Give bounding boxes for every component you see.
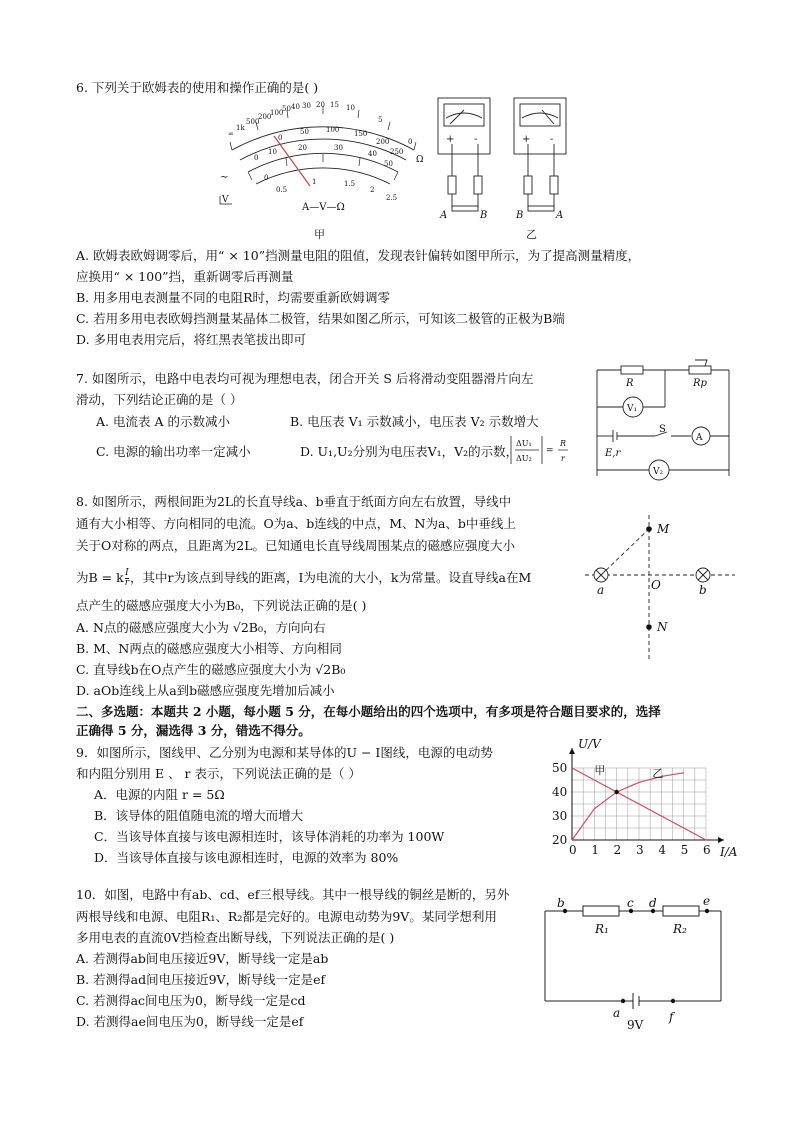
q10-option-c: C. 若测得ac间电压为0，断导线一定是cd xyxy=(76,993,306,1008)
q10-label-f: f xyxy=(669,1010,674,1024)
q9-option-c: C．当该导体直接与该电源相连时，该导体消耗的功率为 100W xyxy=(94,829,445,844)
q9-ui-chart xyxy=(548,734,748,864)
low-tick-2: 2 xyxy=(370,186,375,194)
low-tick-0-5: 0.5 xyxy=(276,186,288,194)
ohm-tick-100: 100 xyxy=(270,109,284,117)
low-tick-0: 0 xyxy=(264,174,269,182)
q7-label-er: E,r xyxy=(605,448,621,459)
q8-option-b: B. M、N两点的磁感应强度大小相等、方向相同 xyxy=(76,641,342,656)
q8-option-a: A. N点的磁感应强度大小为 √2B₀，方向向右 xyxy=(76,620,326,635)
q9-stem-line1: 9．如图所示，图线甲、乙分别为电源和某导体的U − I图线，电源的电动势 xyxy=(76,745,493,760)
svg-text:-: - xyxy=(550,134,554,145)
series-label-1: 甲 xyxy=(594,764,606,777)
q6-stem: 6. 下列关于欧姆表的使用和操作正确的是( ) xyxy=(76,80,319,95)
q7-fraction xyxy=(510,434,580,470)
q10-label-b: b xyxy=(557,896,565,910)
ohm-tick-5: 5 xyxy=(378,116,383,124)
ohm-tick-40: 40 xyxy=(291,103,300,111)
q10-label-e: e xyxy=(703,894,711,908)
q7-label-s: S xyxy=(659,424,666,435)
q8-label-o: O xyxy=(651,578,661,592)
diode-right-b-label: B xyxy=(516,210,524,221)
q10-circuit xyxy=(543,893,733,1033)
svg-text:+: + xyxy=(446,134,455,145)
q10-label-emf: 9V xyxy=(627,1018,644,1032)
q7-stem-line1: 7. 如图所示，电路中电表均可视为理想电表，闭合开关 S 后将滑动变阻器滑片向左 xyxy=(76,371,534,386)
ohm-tick-50: 50 xyxy=(282,105,291,113)
meter-scale-label: A—V—Ω xyxy=(302,202,345,213)
frac-rhs-num: R xyxy=(560,439,567,448)
dcv-tick-0: 0 xyxy=(278,134,283,142)
series-label-2: 乙 xyxy=(652,767,664,781)
dcv-tick-50: 50 xyxy=(300,128,309,136)
x-tick-label: 4 xyxy=(658,843,666,857)
low-tick-2-5: 2.5 xyxy=(386,194,398,202)
q7-stem-line2: 滑动，下列结论正确的是（ ） xyxy=(76,392,243,407)
q10-option-a: A. 若测得ab间电压接近9V，断导线一定是ab xyxy=(76,951,329,966)
q10-label-c: c xyxy=(627,896,634,910)
y-tick-label: 40 xyxy=(552,785,568,799)
q7-circuit xyxy=(595,358,735,478)
diode-left-b-label: B xyxy=(480,210,488,221)
q7-label-a: A xyxy=(696,433,703,443)
q10-line1: 10．如图，电路中有ab、cd、ef三根导线。其中一根导线的铜丝是断的，另外 xyxy=(76,887,510,902)
q9-option-b: B．该导体的阻值随电流的增大而增大 xyxy=(94,808,304,823)
q8-label-n: N xyxy=(657,620,668,634)
y-axis-arrow xyxy=(569,748,575,754)
q10-label-r2: R₂ xyxy=(673,922,687,936)
dcv-tick-250: 250 xyxy=(390,148,404,156)
chart-axes xyxy=(569,748,724,843)
y-tick-label: 50 xyxy=(552,761,568,775)
q9-option-d: D．当该导体直接与该电源相连时，电源的效率为 80% xyxy=(94,850,399,865)
ohm-tick-30: 30 xyxy=(302,102,311,110)
q10-label-d: d xyxy=(649,896,657,910)
svg-text:-: - xyxy=(474,134,478,145)
q7-option-c: C. 电源的输出功率一定减小 xyxy=(96,444,251,459)
dc-symbol: ∼ xyxy=(220,172,229,183)
q6-diode-figure xyxy=(432,96,572,246)
q7-option-a: A. 电流表 A 的示数减小 xyxy=(96,414,230,429)
q9-option-a: A．电源的内阻 r = 5Ω xyxy=(94,787,225,802)
q8-option-d: D. aOb连线上从a到b磁感应强度先增加后减小 xyxy=(76,683,335,698)
acv-tick-20: 20 xyxy=(298,144,307,152)
acv-tick-30: 30 xyxy=(334,144,343,152)
ohm-tick-1k: 1k xyxy=(236,124,245,132)
q10-line3: 多用电表的直流0V挡检查出断导线，下列说法正确的是( ) xyxy=(76,930,395,945)
y-tick-label: 30 xyxy=(552,809,568,823)
x-tick-label: 0 xyxy=(569,843,577,857)
q9-stem-line2: 和内阻分别用 E 、 r 表示，下列说法正确的是（ ） xyxy=(76,766,361,781)
ohm-symbol: Ω xyxy=(416,155,424,165)
q8-line4: 为B = k $\frac{I}{r}$ ，其中r为该点到导线的距离，I为电流的大小，k为常量。设直导线a在M xyxy=(76,568,532,588)
ohm-tick-200: 200 xyxy=(258,113,272,121)
diode-fig-label: 乙 xyxy=(526,228,537,241)
q10-option-b: B. 若测得ad间电压接近9V，断导线一定是ef xyxy=(76,972,326,987)
q7-option-b: B. 电压表 V₁ 示数减小，电压表 V₂ 示数增大 xyxy=(290,414,539,429)
diode-right-a-label: A xyxy=(556,210,564,221)
chart-ylabel: U/V xyxy=(578,737,601,751)
x-tick-label: 2 xyxy=(613,843,622,857)
section2-line1: 二、多选题：本题共 2 小题，每小题 5 分，在每小题给出的四个选项中，有多项是符合题目要求的，选择 xyxy=(76,704,661,719)
q8-label-a: a xyxy=(597,583,605,597)
x-axis-arrow xyxy=(718,837,724,843)
frac-numerator: ΔU₁ xyxy=(516,439,532,448)
svg-text:+: + xyxy=(522,134,531,145)
q6-meter-figure xyxy=(218,100,428,250)
ohm-tick-10: 10 xyxy=(346,104,355,112)
q8-line3: 关于O对称的两点，且距离为2L。已知通电长直导线周围某点的磁感应强度大小 xyxy=(76,538,516,553)
svg-text:=: = xyxy=(546,446,554,456)
chart-ticks xyxy=(552,761,711,857)
q8-figure xyxy=(585,515,735,665)
acv-tick-0: 0 xyxy=(254,154,259,162)
acv-tick-10: 10 xyxy=(268,148,277,156)
ohm-tick-20: 20 xyxy=(316,101,325,109)
ohm-tick-0: 0 xyxy=(408,138,413,146)
q6-option-b: B. 用多用电表测量不同的电阻R时，均需要重新欧姆调零 xyxy=(76,290,391,305)
y-tick-label: 20 xyxy=(552,833,568,847)
q6-option-a-line1: A. 欧姆表欧姆调零后，用“ × 10”挡测量电阻的阻值，发现表针偏转如图甲所示，为了提高测量精度， xyxy=(76,248,641,263)
acv-tick-40: 40 xyxy=(368,150,377,158)
low-tick-1: 1 xyxy=(312,178,317,186)
x-tick-label: 6 xyxy=(703,843,711,857)
frac-denominator: ΔU₂ xyxy=(516,454,532,463)
ohm-tick-inf: ∞ xyxy=(228,130,234,138)
q7-label-r: R xyxy=(626,378,634,389)
chart-xlabel: I/A xyxy=(720,845,738,859)
q8-line2: 通有大小相等、方向相同的电流。O为a、b连线的中点，M、N为a、b中垂线上 xyxy=(76,516,516,531)
dcv-tick-200: 200 xyxy=(376,138,390,146)
q10-label-a: a xyxy=(613,1006,621,1020)
acv-tick-50: 50 xyxy=(384,160,393,168)
section2-line2: 正确得 5 分，漏选得 3 分，错选不得分。 xyxy=(76,723,311,738)
frac-rhs-den: r xyxy=(561,454,565,463)
q6-option-d: D. 多用电表用完后，将红黑表笔拔出即可 xyxy=(76,332,307,347)
low-tick-1-5: 1.5 xyxy=(344,180,356,188)
q7-label-v2: V₂ xyxy=(653,467,664,477)
diode-left-a-label: A xyxy=(440,210,448,221)
intersection-point xyxy=(614,790,618,794)
q8-line1: 8. 如图所示，两根间距为2L的长直导线a、b垂直于纸面方向左右放置，导线中 xyxy=(76,494,512,509)
ohm-tick-15: 15 xyxy=(330,101,339,109)
v-symbol: V xyxy=(222,195,229,205)
dcv-tick-150: 150 xyxy=(354,130,368,138)
x-tick-label: 5 xyxy=(680,843,689,857)
q8-label-m: M xyxy=(657,522,670,536)
q6-option-a-line2: 应换用“ × 100”挡，重新调零后再测量 xyxy=(76,269,294,284)
q7-option-d: D. U₁,U₂分别为电压表V₁，V₂的示数， xyxy=(300,444,519,459)
q7-label-v1: V₁ xyxy=(627,404,638,414)
q10-label-r1: R₁ xyxy=(595,922,609,936)
q6-option-c: C. 若用多用电表欧姆挡测量某晶体二极管，结果如图乙所示，可知该二极管的正极为B端 xyxy=(76,311,565,326)
q7-label-rp: Rp xyxy=(693,378,707,389)
x-tick-label: 1 xyxy=(591,843,599,857)
x-tick-label: 3 xyxy=(636,843,644,857)
q8-label-b: b xyxy=(699,583,707,597)
q8-line5: 点产生的磁感应强度大小为B₀，下列说法正确的是( ) xyxy=(76,598,367,613)
meter-fig-label: 甲 xyxy=(314,228,325,241)
dcv-tick-100: 100 xyxy=(326,126,340,134)
ohm-tick-500: 500 xyxy=(246,118,260,126)
q8-option-c: C. 直导线b在O点产生的磁感应强度大小为 √2B₀ xyxy=(76,662,346,677)
q10-line2: 两根导线和电源、电阻R₁、R₂都是完好的。电源电动势为9V。某同学想利用 xyxy=(76,909,497,924)
q10-option-d: D. 若测得ae间电压为0，断导线一定是ef xyxy=(76,1014,304,1029)
